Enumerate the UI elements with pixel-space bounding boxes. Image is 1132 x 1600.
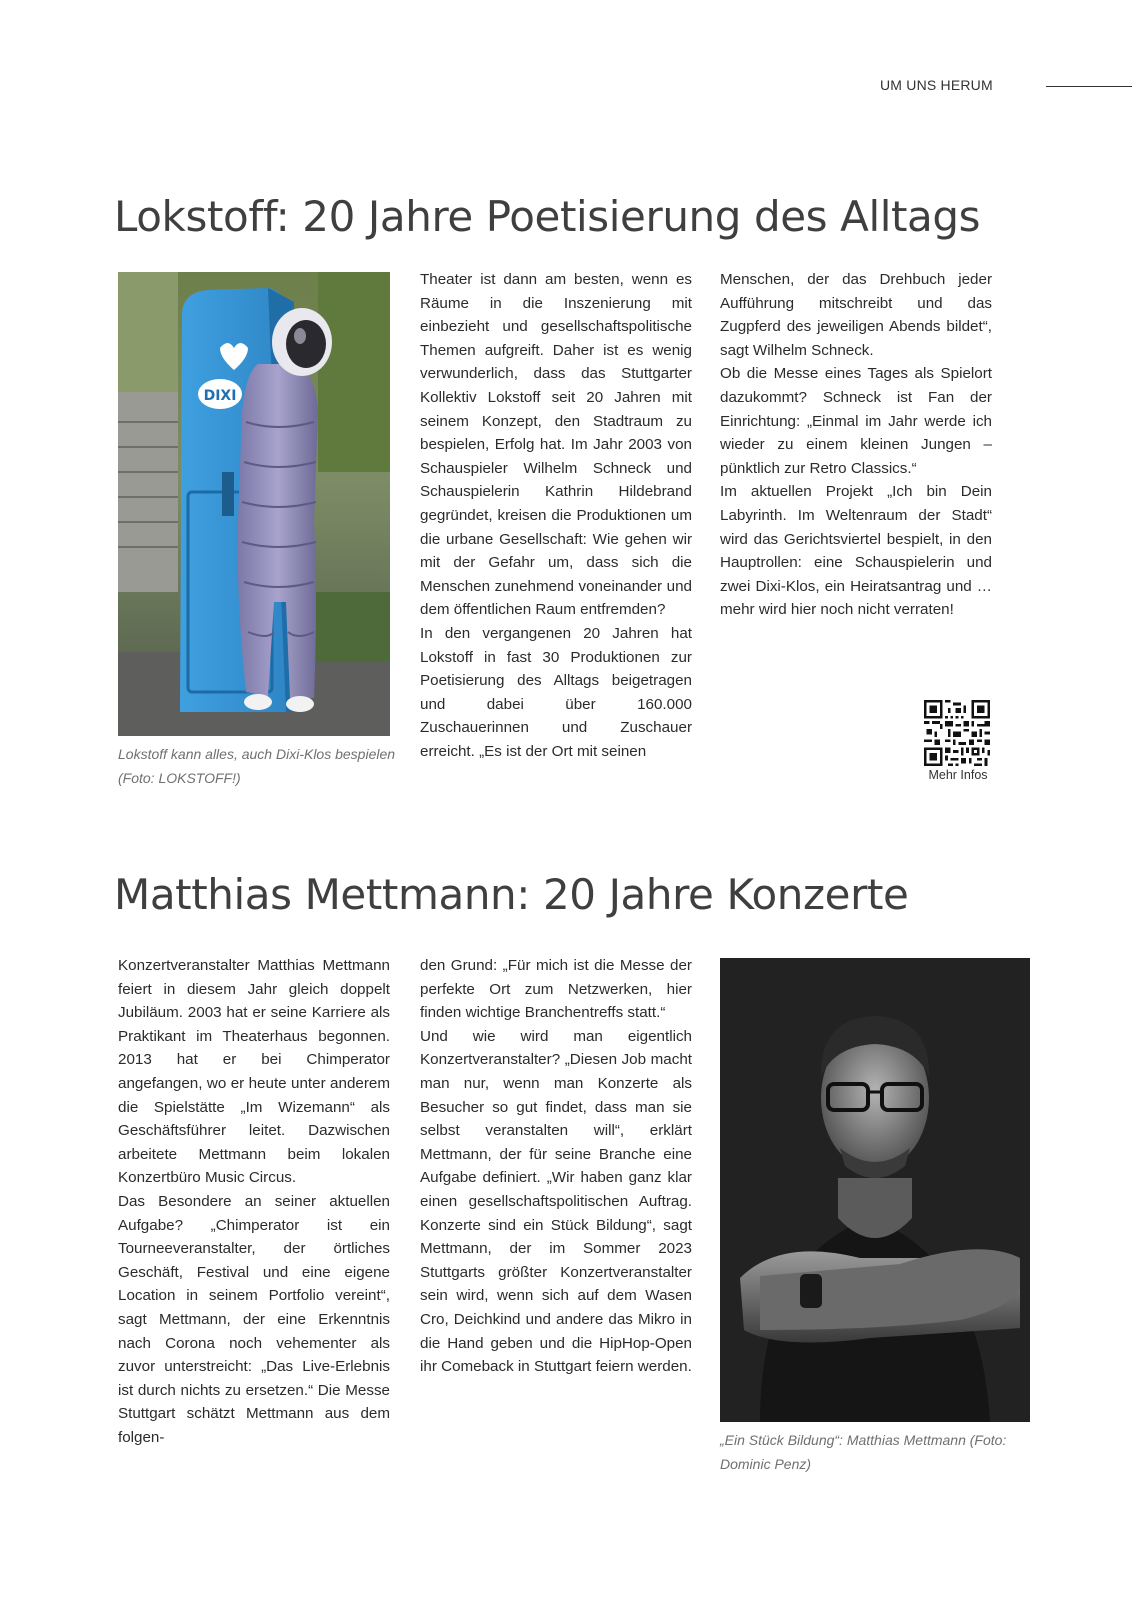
- article2-column-2: [420, 954, 692, 1379]
- article1-column-2: [720, 268, 992, 622]
- dixi-astronaut-image: [118, 272, 390, 736]
- header-rule: [1046, 86, 1132, 87]
- qr-label: Mehr Infos: [928, 768, 988, 782]
- paragraph: Menschen, der das Drehbuch jeder Aufführung mitschreibt und das Zugpferd des jeweiligen Abends bildet“, sagt Wilhelm Schneck.: [720, 271, 992, 359]
- article1-photo: [118, 272, 390, 736]
- article2-photo: [720, 958, 1030, 1422]
- section-label: UM UNS HERUM: [880, 77, 993, 93]
- qr-code-icon[interactable]: [924, 700, 990, 766]
- dixi-logo-text: DIXI: [203, 388, 237, 404]
- article2-caption: „Ein Stück Bildung“: Matthias Mettmann (Foto: Dominic Penz): [720, 1432, 1007, 1472]
- article2-column-1: [118, 954, 390, 1449]
- portrait-image: [720, 958, 1030, 1422]
- article1-caption: Lokstoff kann alles, auch Dixi-Klos bespielen (Foto: LOKSTOFF!): [118, 746, 396, 786]
- paragraph: den Grund: „Für mich ist die Messe der perfekte Ort zum Netzwerken, hier finden wichtige Branchentreffs statt.“: [420, 957, 692, 1022]
- paragraph: Konzertveranstalter Matthias Mettmann feiert in diesem Jahr gleich doppelt Jubiläum. 2003 hat er seine Karriere als Praktikant im Theaterhaus begonnen. 2013 hat er bei Chimperator angefangen, wo er heute unter anderem die Spielstätte „Im Wizemann“ als Geschäftsführer leitet. Dazwischen arbeitete Mettmann beim lokalen Konzertbüro Music Circus.: [118, 957, 390, 1187]
- article1-title: Lokstoff: 20 Jahre Poetisierung des Alltags: [114, 192, 981, 241]
- article1-column-1: [420, 268, 692, 763]
- paragraph: In den vergangenen 20 Jahren hat Lokstoff in fast 30 Produktionen zur Poetisierung des Alltags beigetragen und dabei über 160.000 Zuschauerinnen und Zuschauer erreicht. „Es ist der Ort mit seinen: [420, 624, 692, 760]
- paragraph: Ob die Messe eines Tages als Spielort dazukommt? Schneck ist Fan der Einrichtung: „Einmal im Jahr werde ich wieder zu einem kleinen Jungen – pünktlich zur Retro Classics.“: [720, 365, 992, 477]
- paragraph: Im aktuellen Projekt „Ich bin Dein Labyrinth. Im Weltenraum der Stadt“ wird das Gerichtsviertel bespielt, in den Hauptrollen: eine Schauspielerin und zwei Dixi-Klos, ein Heiratsantrag und … mehr wird hier noch nicht verraten!: [720, 483, 992, 619]
- paragraph: Und wie wird man eigentlich Konzertveranstalter? „Diesen Job macht man nur, wenn man Konzerte als Besucher so gut findet, dass man sie selbst veranstalten will“, erklärt Mettmann, der für seine Branche eine Aufgabe definiert. „Wir haben ganz klar einen gesellschaftspolitischen Auftrag. Konzerte sind ein Stück Bildung“, sagt Mettmann, der im Sommer 2023 Stuttgarts größter Konzertveranstalter sein wird, wenn sich auf dem Wasen Cro, Deichkind und andere das Mikro in die Hand geben und die HipHop-Open ihr Comeback in Stuttgart feiern werden.: [420, 1027, 692, 1376]
- article2-title: Matthias Mettmann: 20 Jahre Konzerte: [114, 870, 909, 919]
- paragraph: Theater ist dann am besten, wenn es Räume in die Inszenierung mit einbezieht und gesellschaftspolitische Themen aufgreift. Daher ist es wenig verwunderlich, dass das Stuttgarter Kollektiv Lokstoff seit 20 Jahren mit seinem Konzept, den Stadtraum zu bespielen, Erfolg hat. Im Jahr 2003 von Schauspieler Wilhelm Schneck und Schauspielerin Kathrin Hildebrand gegründet, kreisen die Produktionen um die urbane Gesellschaft: Wie gehen wir mit der Gefahr um, dass sich die Menschen zunehmend voneinander und dem öffentlichen Raum entfremden?: [420, 271, 692, 619]
- paragraph: Das Besondere an seiner aktuellen Aufgabe? „Chimperator ist ein Tourneeveranstalter, der örtliches Geschäft, Festival und eine eigene Location in seinem Portfolio vereint“, sagt Mettmann, der eine Erkenntnis nach Corona noch vehementer als zuvor unterstreicht: „Das Live-Erlebnis ist durch nichts zu ersetzen.“ Die Messe Stuttgart schätzt Mettmann aus dem folgen-: [118, 1192, 390, 1446]
